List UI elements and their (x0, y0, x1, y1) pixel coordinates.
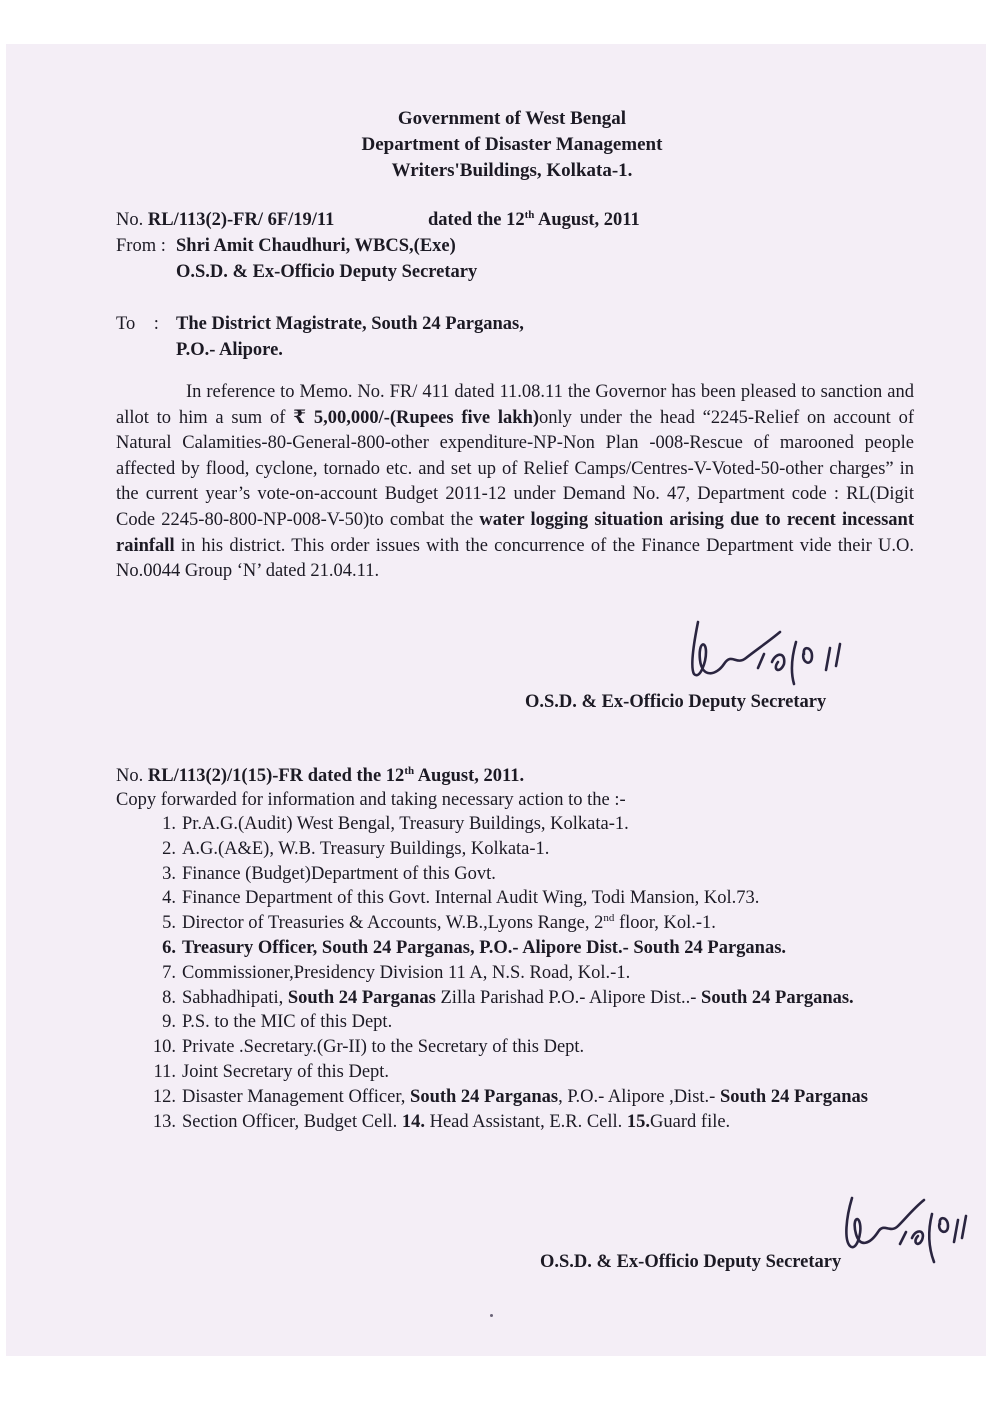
memo1-date: dated the 12th August, 2011 (428, 208, 640, 230)
copy-list-item-6: 6. Treasury Officer, South 24 Parganas, P.O.- Alipore Dist.- South 24 Parganas. (162, 937, 787, 958)
body-paragraph: In reference to Memo. No. FR/ 411 dated 11.08.11 the Governor has been pleased to sanction and allot to him a sum of ₹ 5,00,000/-(Rupees five lakh)only under the head “2245-Relief on account of Natural Calamities-80-General-800-other expenditure-NP-Non Plan -008-Rescue of marooned people affected by flood, cyclone, tornado etc. and set up of Relief Camps/Centres-V-Voted-50-other charges” in the current year’s vote-on-account Budget 2011-12 under Demand No. 47, Department code : RL(Digit Code 2245-80-800-NP-008-V-50)to combat the water logging situation arising due to recent incessant rainfall in his district. This order issues with the concurrence of the Finance Department vide their U.O. No.0044 Group ‘N’ dated 21.04.11. (116, 382, 914, 582)
memo1-no-label: No. (116, 210, 144, 230)
copy-list-item-2: 2. A.G.(A&E), W.B. Treasury Buildings, Kolkata-1. (162, 838, 550, 859)
handwritten-signature-1 (676, 612, 896, 692)
copy-forwarded-list (142, 812, 922, 1134)
paper-speck (490, 1314, 493, 1317)
copy-list-item-13: 13. Section Officer, Budget Cell. 14. Head Assistant, E.R. Cell. 15.Guard file. (152, 1111, 731, 1132)
sanction-amount: ₹ 5,00,000/-(Rupees five lakh) (293, 407, 540, 428)
memo1-to-line2: P.O.- Alipore. (176, 340, 283, 360)
signature1-designation: O.S.D. & Ex-Officio Deputy Secretary (525, 692, 827, 712)
copy-list-item-7: 7. Commissioner,Presidency Division 11 A, N.S. Road, Kol.-1. (162, 962, 631, 983)
memo1-no-value: RL/113(2)-FR/ 6F/19/11 (147, 210, 335, 230)
copy-list-item-12: 12. Disaster Management Officer, South 24 Parganas, P.O.- Alipore ,Dist.- South 24 Parganas (152, 1086, 868, 1107)
memo1-from-name: Shri Amit Chaudhuri, WBCS,(Exe) (176, 236, 456, 256)
copy-list-item-1: 1. Pr.A.G.(Audit) West Bengal, Treasury Buildings, Kolkata-1. (162, 814, 629, 834)
memo1-to-line1: The District Magistrate, South 24 Parganas, (176, 314, 524, 334)
header-address: Writers'Buildings, Kolkata-1. (391, 160, 633, 181)
memo2-number: No. RL/113(2)/1(15)-FR dated the 12th August, 2011. (116, 764, 525, 786)
memo2-intro: Copy forwarded for information and taking necessary action to the :- (116, 790, 626, 810)
copy-list-item-9: 9. P.S. to the MIC of this Dept. (162, 1012, 393, 1033)
memo1-number (116, 210, 334, 231)
sanction-purpose: water logging situation arising due to recent incessant rainfall (116, 509, 914, 556)
copy-list-item-8: 8. Sabhadhipati, South 24 Parganas Zilla Parishad P.O.- Alipore Dist..- South 24 Parganas. (162, 987, 854, 1008)
copy-list-item-11: 11. Joint Secretary of this Dept. (153, 1061, 390, 1082)
memo1-to-label: To : (116, 314, 159, 334)
copy-list-item-4: 4. Finance Department of this Govt. Internal Audit Wing, Todi Mansion, Kol.73. (162, 888, 760, 909)
copy-list-item-3: 3. Finance (Budget)Department of this Govt. (162, 863, 496, 884)
memo1-from-designation: O.S.D. & Ex-Officio Deputy Secretary (176, 262, 478, 282)
copy-list-item-10: 10. Private .Secretary.(Gr-II) to the Secretary of this Dept. (152, 1037, 585, 1058)
header-department: Department of Disaster Management (361, 134, 663, 155)
header-government: Government of West Bengal (397, 108, 627, 129)
memo1-from-label: From : (116, 236, 166, 256)
handwritten-signature-2 (834, 1186, 984, 1272)
signature2-designation: O.S.D. & Ex-Officio Deputy Secretary (540, 1252, 842, 1272)
copy-list-item-5: 5. Director of Treasuries & Accounts, W.B.,Lyons Range, 2nd floor, Kol.-1. (162, 912, 716, 934)
